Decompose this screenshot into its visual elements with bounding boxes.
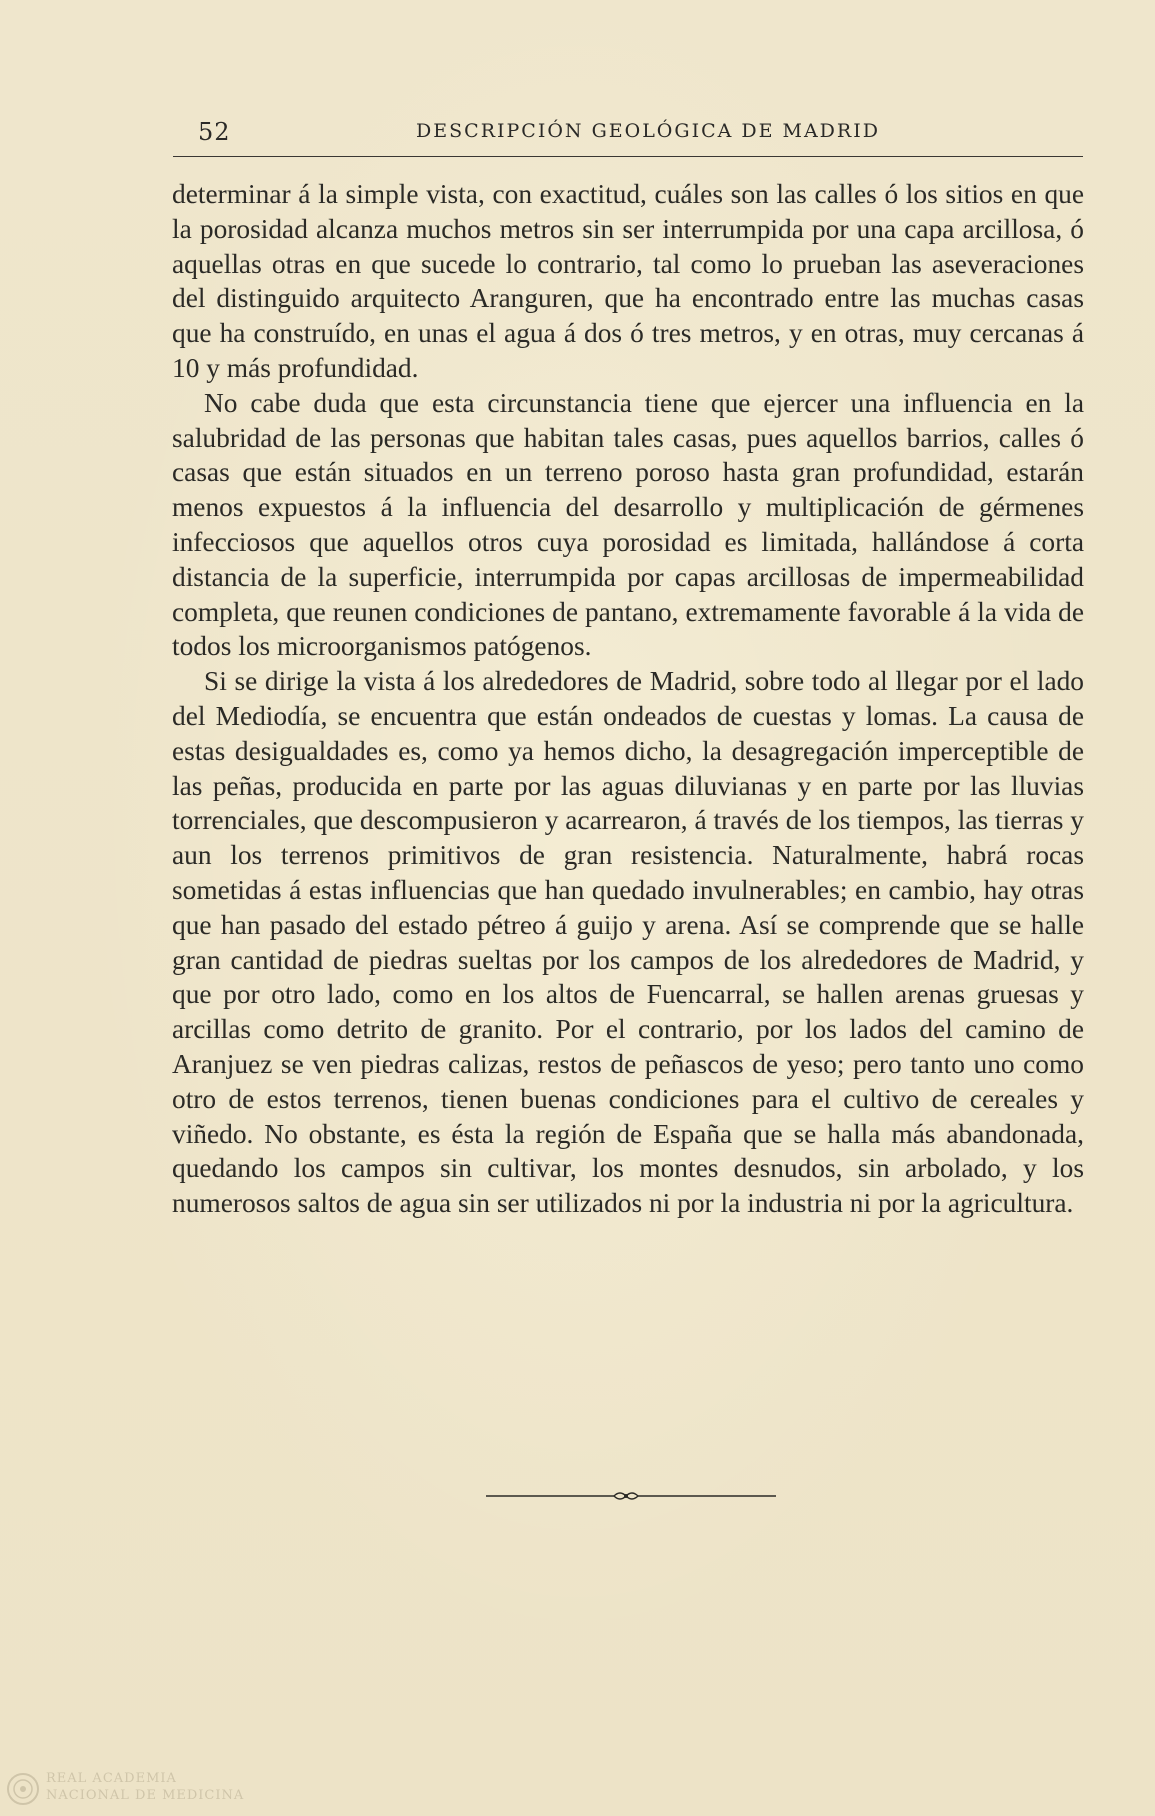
fleuron-divider-icon: [486, 1486, 776, 1506]
page-number: 52: [198, 118, 231, 146]
paragraph-influence: No cabe duda que esta circunstancia tiene que ejercer una influencia en la salubridad de las personas que habitan tales casas, pues aquellos barrios, calles ó casas que están situados en un terreno poroso hasta gran profundidad, estarán menos expuestos á la influencia del desarrollo y multiplicación de gérmenes infecciosos que aquellos otros cuya porosidad es limitada, hallándose á corta distancia de la superficie, interrumpida por capas arcillosas de impermeabilidad completa, que reunen condiciones de pantano, extremamente favorable á la vida de todos los microorganismos patógenos.: [172, 387, 1084, 662]
paragraph-continuation: determinar á la simple vista, con exactitud, cuáles son las calles ó los sitios en que la porosidad alcanza muchos metros sin ser interrumpida por una capa arcillosa, ó aquellas otras en que sucede lo contrario, tal como lo prueban las aseveraciones del distinguido arquitecto Aranguren, que ha encontrado entre las muchas casas que ha construído, en unas el agua á dos ó tres metros, y en otras, muy cercanas á 10 y más profundidad.: [172, 179, 1084, 383]
library-stamp: [6, 1770, 245, 1814]
stamp-line-1: REAL ACADEMIA: [46, 1771, 177, 1786]
running-title: DESCRIPCIÓN GEOLÓGICA DE MADRID: [416, 120, 880, 142]
body-text: [172, 177, 1084, 1221]
paragraph-surroundings: Si se dirige la vista á los alrededores de Madrid, sobre todo al llegar por el lado del Mediodía, se encuentra que están ondeados de cuestas y lomas. La causa de estas desigualdades es, como ya hemos dicho, la desagregación imperceptible de las peñas, producida en parte por las aguas diluvianas y en parte por las lluvias torrenciales, que descompusieron y acarrearon, á través de los tiempos, las tierras y aun los terrenos primitivos de gran resistencia. Naturalmente, habrá rocas sometidas á estas influencias que han quedado invulnerables; en cambio, hay otras que han pasado del estado pétreo á guijo y arena. Así se comprende que se halle gran cantidad de piedras sueltas por los campos de los alrededores de Madrid, y que por otro lado, como en los altos de Fuencarral, se hallen arenas gruesas y arcillas como detrito de granito. Por el contrario, por los lados del camino de Aranjuez se ven piedras calizas, restos de peñascos de yeso; pero tanto uno como otro de estos terrenos, tienen buenas condiciones para el cultivo de cereales y viñedo. No obstante, es ésta la región de España que se halla más abandonada, quedando los campos sin cultivar, los montes desnudos, sin arbolado, y los numerosos saltos de agua sin ser utilizados ni por la industria ni por la agricultura.: [172, 666, 1084, 1219]
academy-seal-icon: [6, 1772, 40, 1806]
header-rule: [173, 156, 1083, 157]
stamp-text: [46, 1770, 244, 1804]
stamp-line-2: NACIONAL DE MEDICINA: [46, 1788, 245, 1803]
page-header: [173, 118, 1083, 158]
